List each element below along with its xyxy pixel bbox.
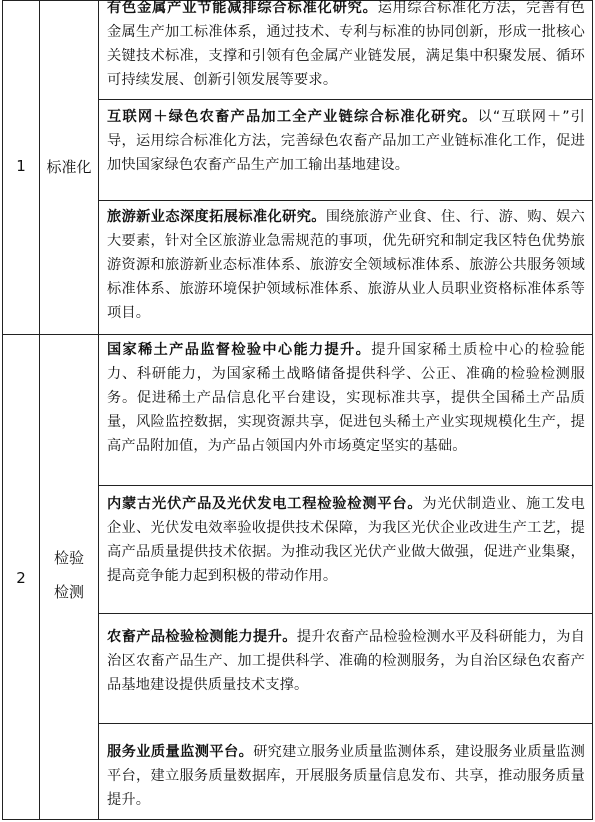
item-title: 服务业质量监测平台。 [107, 744, 254, 760]
row-category-line: 检测 [53, 583, 84, 601]
item-body: 运用综合标准化方法，完善有色金属生产加工标准体系，通过技术、专利与标准的协同创新，形成一批核心关键技术标准，支撑和引领有色金属产业链发展，满足集中积聚发展、循环可持续发展、创新引领发展等要求。 [107, 0, 585, 88]
column-divider [39, 1, 40, 819]
item-title: 国家稀土产品监督检验中心能力提升。 [107, 342, 372, 358]
row-divider [3, 334, 592, 335]
item-title: 旅游新业态深度拓展标准化研究。 [107, 209, 326, 225]
item-body: 研究建立服务业质量监测体系，建设服务业质量监测平台，建立服务质量数据库，开展服务质量信息发布、共享，推动服务质量提升。 [107, 744, 585, 808]
item-divider [98, 613, 592, 614]
table-cell-item [107, 492, 585, 588]
row-category-line: 检验 [53, 549, 84, 567]
item-body: 为光伏制造业、施工发电企业、光伏发电效率验收提供技术保障，为我区光伏企业改进生产工艺，提高产品质量提供技术依据。为推动我区光伏产业做大做强，促进产业集聚，提高竞争能力起到积极的带动作用。 [107, 496, 586, 584]
item-body: 提升国家稀土质检中心的检验能力、科研能力，为国家稀土战略储备提供科学、公正、准确的检验检测服务。促进稀土产品信息化平台建设，实现标准共享，提供全国稀土产品质量，风险监控数据，实现资源共享，促进包头稀土产业实现规模化生产，提高产品附加值，为产品占领国内外市场奠定坚实的基础。 [107, 342, 585, 454]
table-cell-item [107, 105, 585, 177]
item-divider [98, 200, 592, 201]
row-number: 2 [16, 569, 26, 587]
item-divider [98, 723, 592, 724]
row-category: 标准化 [46, 158, 92, 176]
item-body: 提升农畜产品检验检测水平及科研能力，为自治区农畜产品生产、加工提供科学、准确的检测服务，为自治区绿色农畜产品基地建设提供质量技术支撑。 [107, 629, 585, 693]
item-title: 有色金属产业节能减排综合标准化研究。 [107, 0, 378, 16]
column-divider [98, 1, 99, 819]
table-cell-item [107, 338, 585, 458]
table-cell-item [107, 740, 585, 812]
row-number: 1 [16, 157, 26, 175]
item-body: 以“互联网＋”引导，运用综合标准化方法，完善绿色农畜产品加工产业链标准化工作，促进加快国家绿色农畜产品生产加工输出基地建设。 [107, 109, 585, 173]
table-cell-item [107, 0, 585, 92]
content-table [2, 0, 593, 820]
item-title: 互联网＋绿色农畜产品加工全产业链综合标准化研究。 [107, 109, 478, 125]
item-divider [98, 485, 592, 486]
table-cell-item [107, 625, 585, 697]
row-category [40, 541, 98, 609]
table-cell-item [107, 205, 585, 325]
item-title: 农畜产品检验检测能力提升。 [107, 629, 297, 645]
item-body: 围绕旅游产业食、住、行、游、购、娱六大要素，针对全区旅游业急需规范的事项，优先研究和制定我区特色优势旅游资源和旅游新业态标准体系、旅游安全领域标准体系、旅游公共服务领域标准体系、旅游环境保护领域标准体系、旅游从业人员职业资格标准体系等项目。 [107, 209, 585, 321]
item-divider [98, 99, 592, 100]
item-title: 内蒙古光伏产品及光伏发电工程检验检测平台。 [107, 496, 423, 512]
